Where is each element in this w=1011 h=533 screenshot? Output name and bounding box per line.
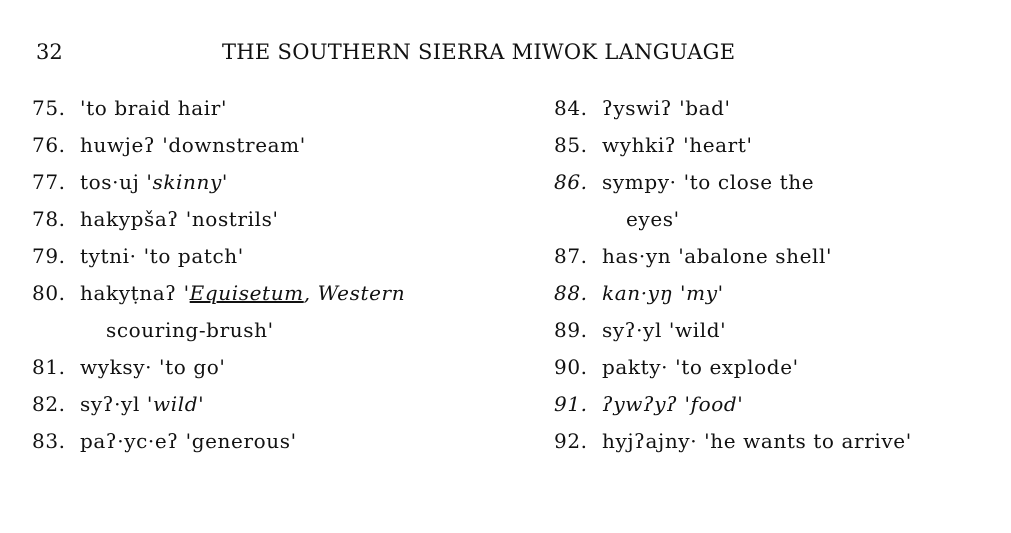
entry-gloss: 'generous' — [185, 429, 297, 453]
entry-80 — [32, 275, 512, 312]
entry-number: 90. — [554, 355, 588, 379]
entry-gloss: 'bad' — [679, 96, 731, 120]
entry-88 — [554, 275, 994, 312]
entry-75 — [32, 90, 512, 127]
entry-92 — [554, 423, 994, 460]
entry-87 — [554, 238, 994, 275]
entry-gloss: 'to explode' — [675, 355, 799, 379]
entry-gloss: 'wild' — [146, 392, 205, 416]
entry-word: tos·uj — [80, 170, 140, 194]
entry-number: 86. — [554, 170, 588, 194]
entry-word: hakypšaʔ — [80, 207, 179, 231]
entry-number: 92. — [554, 429, 588, 453]
entry-gloss: 'nostrils' — [185, 207, 279, 231]
entry-gloss: 'to go' — [159, 355, 226, 379]
entry-90 — [554, 349, 994, 386]
entry-word: syʔ·yl — [80, 392, 140, 416]
entry-89 — [554, 312, 994, 349]
entry-number: 76. — [32, 133, 66, 157]
entry-gloss-open: ' — [183, 281, 190, 305]
entry-number: 81. — [32, 355, 66, 379]
left-column — [32, 90, 512, 460]
entry-number: 85. — [554, 133, 588, 157]
entry-gloss: 'wild' — [668, 318, 727, 342]
entry-word: syʔ·yl — [602, 318, 662, 342]
entry-91 — [554, 386, 994, 423]
entry-gloss: 'my' — [680, 281, 724, 305]
entry-gloss-rest: , Western — [303, 281, 406, 305]
entry-number: 89. — [554, 318, 588, 342]
entry-gloss: 'abalone shell' — [678, 244, 833, 268]
entry-number: 87. — [554, 244, 588, 268]
entry-word: kan·yŋ — [602, 281, 674, 305]
entry-85 — [554, 127, 994, 164]
entry-word: ʔywʔyʔ — [602, 392, 678, 416]
entry-gloss: 'to patch' — [143, 244, 244, 268]
entry-81 — [32, 349, 512, 386]
entry-word: has·yn — [602, 244, 672, 268]
entry-number: 78. — [32, 207, 66, 231]
entry-gloss: 'he wants to arrive' — [704, 429, 912, 453]
right-column — [554, 90, 994, 460]
page-number: 32 — [36, 40, 63, 64]
entry-84 — [554, 90, 994, 127]
entry-86-continuation — [554, 201, 994, 238]
entry-number: 83. — [32, 429, 66, 453]
entry-number: 84. — [554, 96, 588, 120]
entry-word: wyhkiʔ — [602, 133, 677, 157]
entry-number: 75. — [32, 96, 66, 120]
entry-77 — [32, 164, 512, 201]
entry-gloss: 'downstream' — [162, 133, 306, 157]
entry-word: tytni· — [80, 244, 137, 268]
entry-word: wyksy· — [80, 355, 153, 379]
entry-number: 88. — [554, 281, 588, 305]
entry-word: pakty· — [602, 355, 669, 379]
entry-78 — [32, 201, 512, 238]
entry-80-continuation — [32, 312, 512, 349]
entry-gloss-scientific: Equisetum — [189, 281, 304, 305]
entry-word: ʔyswiʔ — [602, 96, 673, 120]
entry-number: 80. — [32, 281, 66, 305]
entry-number: 77. — [32, 170, 66, 194]
running-title: THE SOUTHERN SIERRA MIWOK LANGUAGE — [222, 40, 736, 64]
entry-83 — [32, 423, 512, 460]
entry-word: paʔ·yc·eʔ — [80, 429, 179, 453]
entry-number: 79. — [32, 244, 66, 268]
entry-gloss: 'skinny' — [146, 170, 228, 194]
entry-word: sympy· — [602, 170, 677, 194]
entry-79 — [32, 238, 512, 275]
entry-number: 82. — [32, 392, 66, 416]
entry-gloss: 'to braid hair' — [80, 96, 228, 120]
entry-word: hakyṭnaʔ — [80, 281, 177, 305]
entry-word: huwjeʔ — [80, 133, 156, 157]
entry-gloss: 'heart' — [683, 133, 753, 157]
entry-gloss-continuation: eyes' — [626, 207, 680, 231]
entry-86 — [554, 164, 994, 201]
entry-gloss-continuation: scouring-brush' — [106, 318, 274, 342]
entry-word: hyjʔajny· — [602, 429, 698, 453]
entry-82 — [32, 386, 512, 423]
entry-gloss: 'food' — [684, 392, 744, 416]
entry-number: 91. — [554, 392, 588, 416]
entry-gloss: 'to close the — [683, 170, 815, 194]
entry-76 — [32, 127, 512, 164]
